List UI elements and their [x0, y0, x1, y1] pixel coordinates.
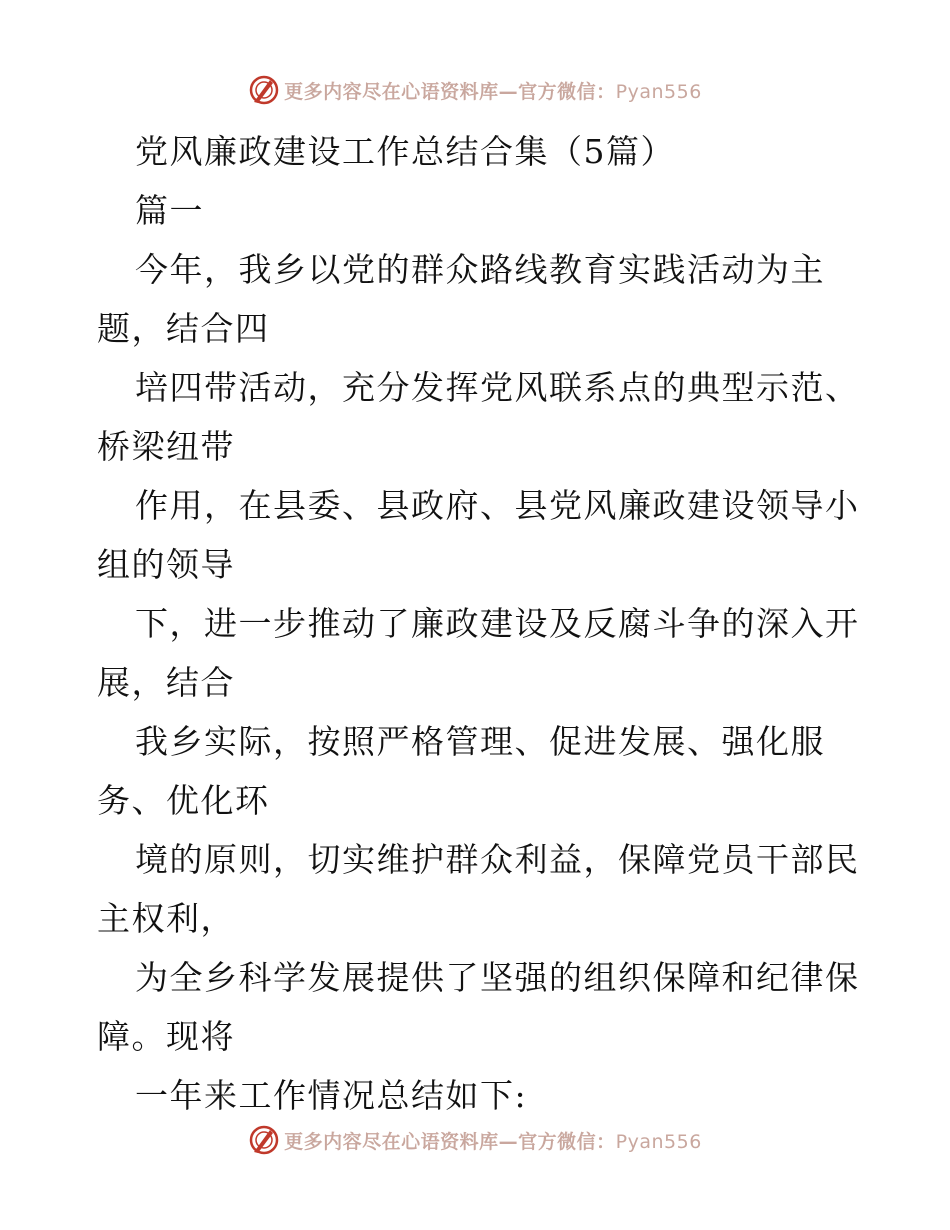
- paragraph-line: 障。现将: [97, 1017, 235, 1056]
- paragraph-line: 下，进一步推动了廉政建设及反腐斗争的深入开: [135, 604, 860, 643]
- document-body: [97, 122, 860, 1125]
- paragraph-line: 一年来工作情况总结如下:: [135, 1076, 528, 1115]
- watermark-text: 更多内容尽在心语资料库—官方微信：Pyan556: [284, 1130, 702, 1153]
- red-quill-seal-icon: [248, 74, 280, 106]
- watermark-footer: [0, 1120, 950, 1160]
- paragraph-line: 桥梁纽带: [97, 427, 235, 466]
- section-heading: 篇一: [135, 191, 204, 230]
- paragraph-line: 为全乡科学发展提供了坚强的组织保障和纪律保: [135, 958, 860, 997]
- document-title: 党风廉政建设工作总结合集（5篇）: [135, 132, 675, 171]
- red-quill-seal-icon: [248, 1124, 280, 1156]
- paragraph-line: 务、优化环: [97, 781, 270, 820]
- paragraph-line: 主权利，: [97, 899, 235, 938]
- paragraph-line: 境的原则，切实维护群众利益，保障党员干部民: [135, 840, 860, 879]
- paragraph-line: 题，结合四: [97, 309, 270, 348]
- paragraph-line: 展，结合: [97, 663, 235, 702]
- watermark-text: 更多内容尽在心语资料库—官方微信：Pyan556: [284, 80, 702, 103]
- paragraph-line: 培四带活动，充分发挥党风联系点的典型示范、: [135, 368, 860, 407]
- paragraph-line: 作用，在县委、县政府、县党风廉政建设领导小: [135, 486, 860, 525]
- paragraph-line: 我乡实际，按照严格管理、促进发展、强化服: [135, 722, 825, 761]
- paragraph-line: 组的领导: [97, 545, 235, 584]
- watermark-header: [0, 70, 950, 110]
- paragraph-line: 今年，我乡以党的群众路线教育实践活动为主: [135, 250, 825, 289]
